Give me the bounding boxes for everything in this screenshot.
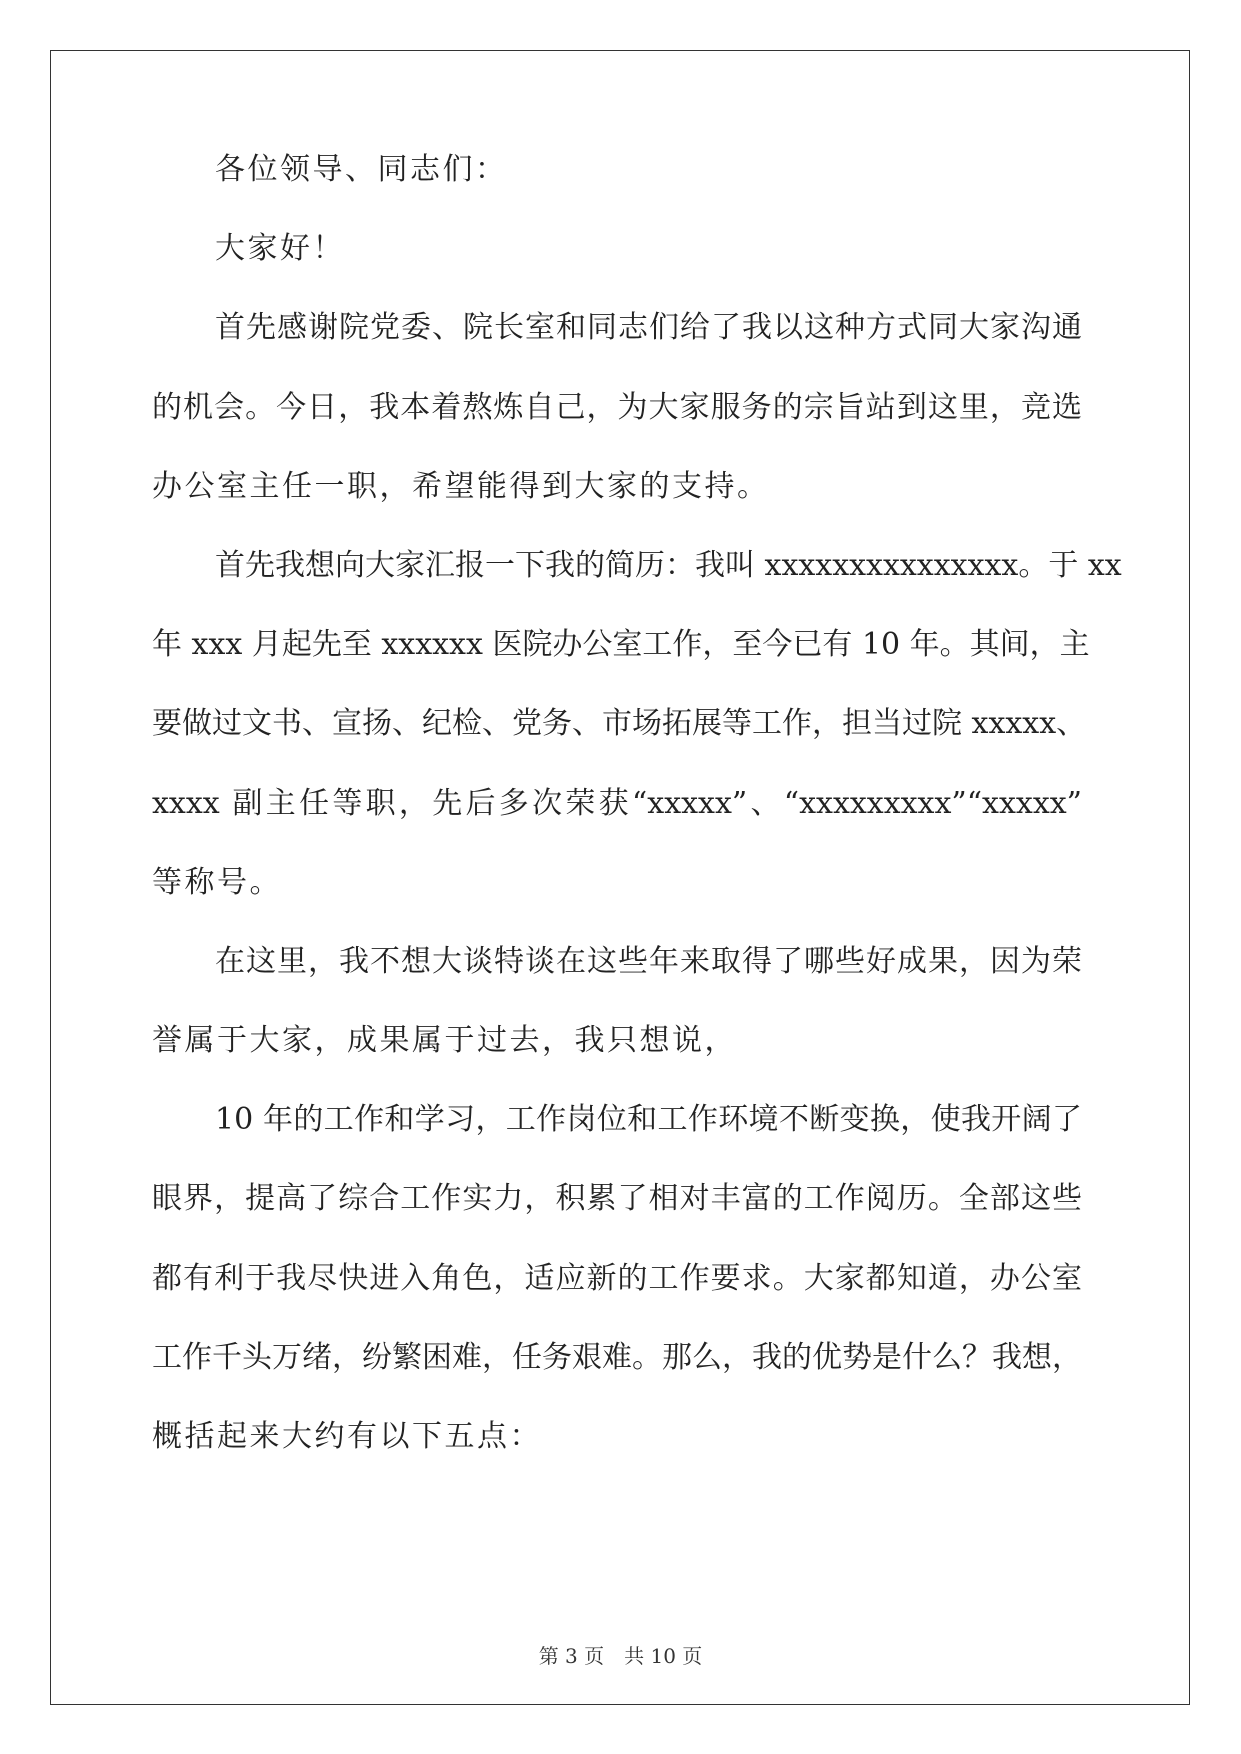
paragraph-line: 眼界，提高了综合工作实力，积累了相对丰富的工作阅历。全部这些 <box>152 1181 1082 1217</box>
paragraph-line: 要做过文书、宣扬、纪检、党务、市场拓展等工作，担当过院 xxxxx、 <box>152 706 1087 742</box>
paragraph-line: 首先感谢院党委、院长室和同志们给了我以这种方式同大家沟通 <box>215 310 1082 346</box>
paragraph-line: 10 年的工作和学习，工作岗位和工作环境不断变换，使我开阔了 <box>215 1102 1082 1138</box>
paragraph-line: 概括起来大约有以下五点： <box>152 1419 542 1454</box>
paragraph-line: xxxx 副主任等职，先后多次荣获“xxxxx”、“xxxxxxxxx”“xxxxx” <box>152 785 1082 821</box>
paragraph-line: 誉属于大家，成果属于过去，我只想说， <box>152 1023 737 1059</box>
paragraph-line: 年 xxx 月起先至 xxxxxx 医院办公室工作，至今已有 10 年。其间，主 <box>152 627 1090 663</box>
paragraph-line: 的机会。今日，我本着熬炼自己，为大家服务的宗旨站到这里，竞选 <box>152 389 1082 425</box>
salutation: 各位领导、同志们： <box>215 152 508 187</box>
paragraph-line: 等称号。 <box>152 864 282 900</box>
paragraph-line: 办公室主任一职，希望能得到大家的支持。 <box>152 468 770 504</box>
greeting: 大家好！ <box>215 231 345 267</box>
paragraph-line: 工作千头万绪，纷繁困难，任务艰难。那么，我的优势是什么？我想， <box>152 1339 1082 1375</box>
paragraph-line: 在这里，我不想大谈特谈在这些年来取得了哪些好成果，因为荣 <box>215 943 1082 979</box>
paragraph-line: 首先我想向大家汇报一下我的简历：我叫 xxxxxxxxxxxxxxx。于 xx <box>215 547 1122 583</box>
paragraph-line: 都有利于我尽快进入角色，适应新的工作要求。大家都知道，办公室 <box>152 1260 1082 1296</box>
page-number: 第 3 页 共 10 页 <box>538 1644 703 1668</box>
document-body <box>152 152 1122 1501</box>
